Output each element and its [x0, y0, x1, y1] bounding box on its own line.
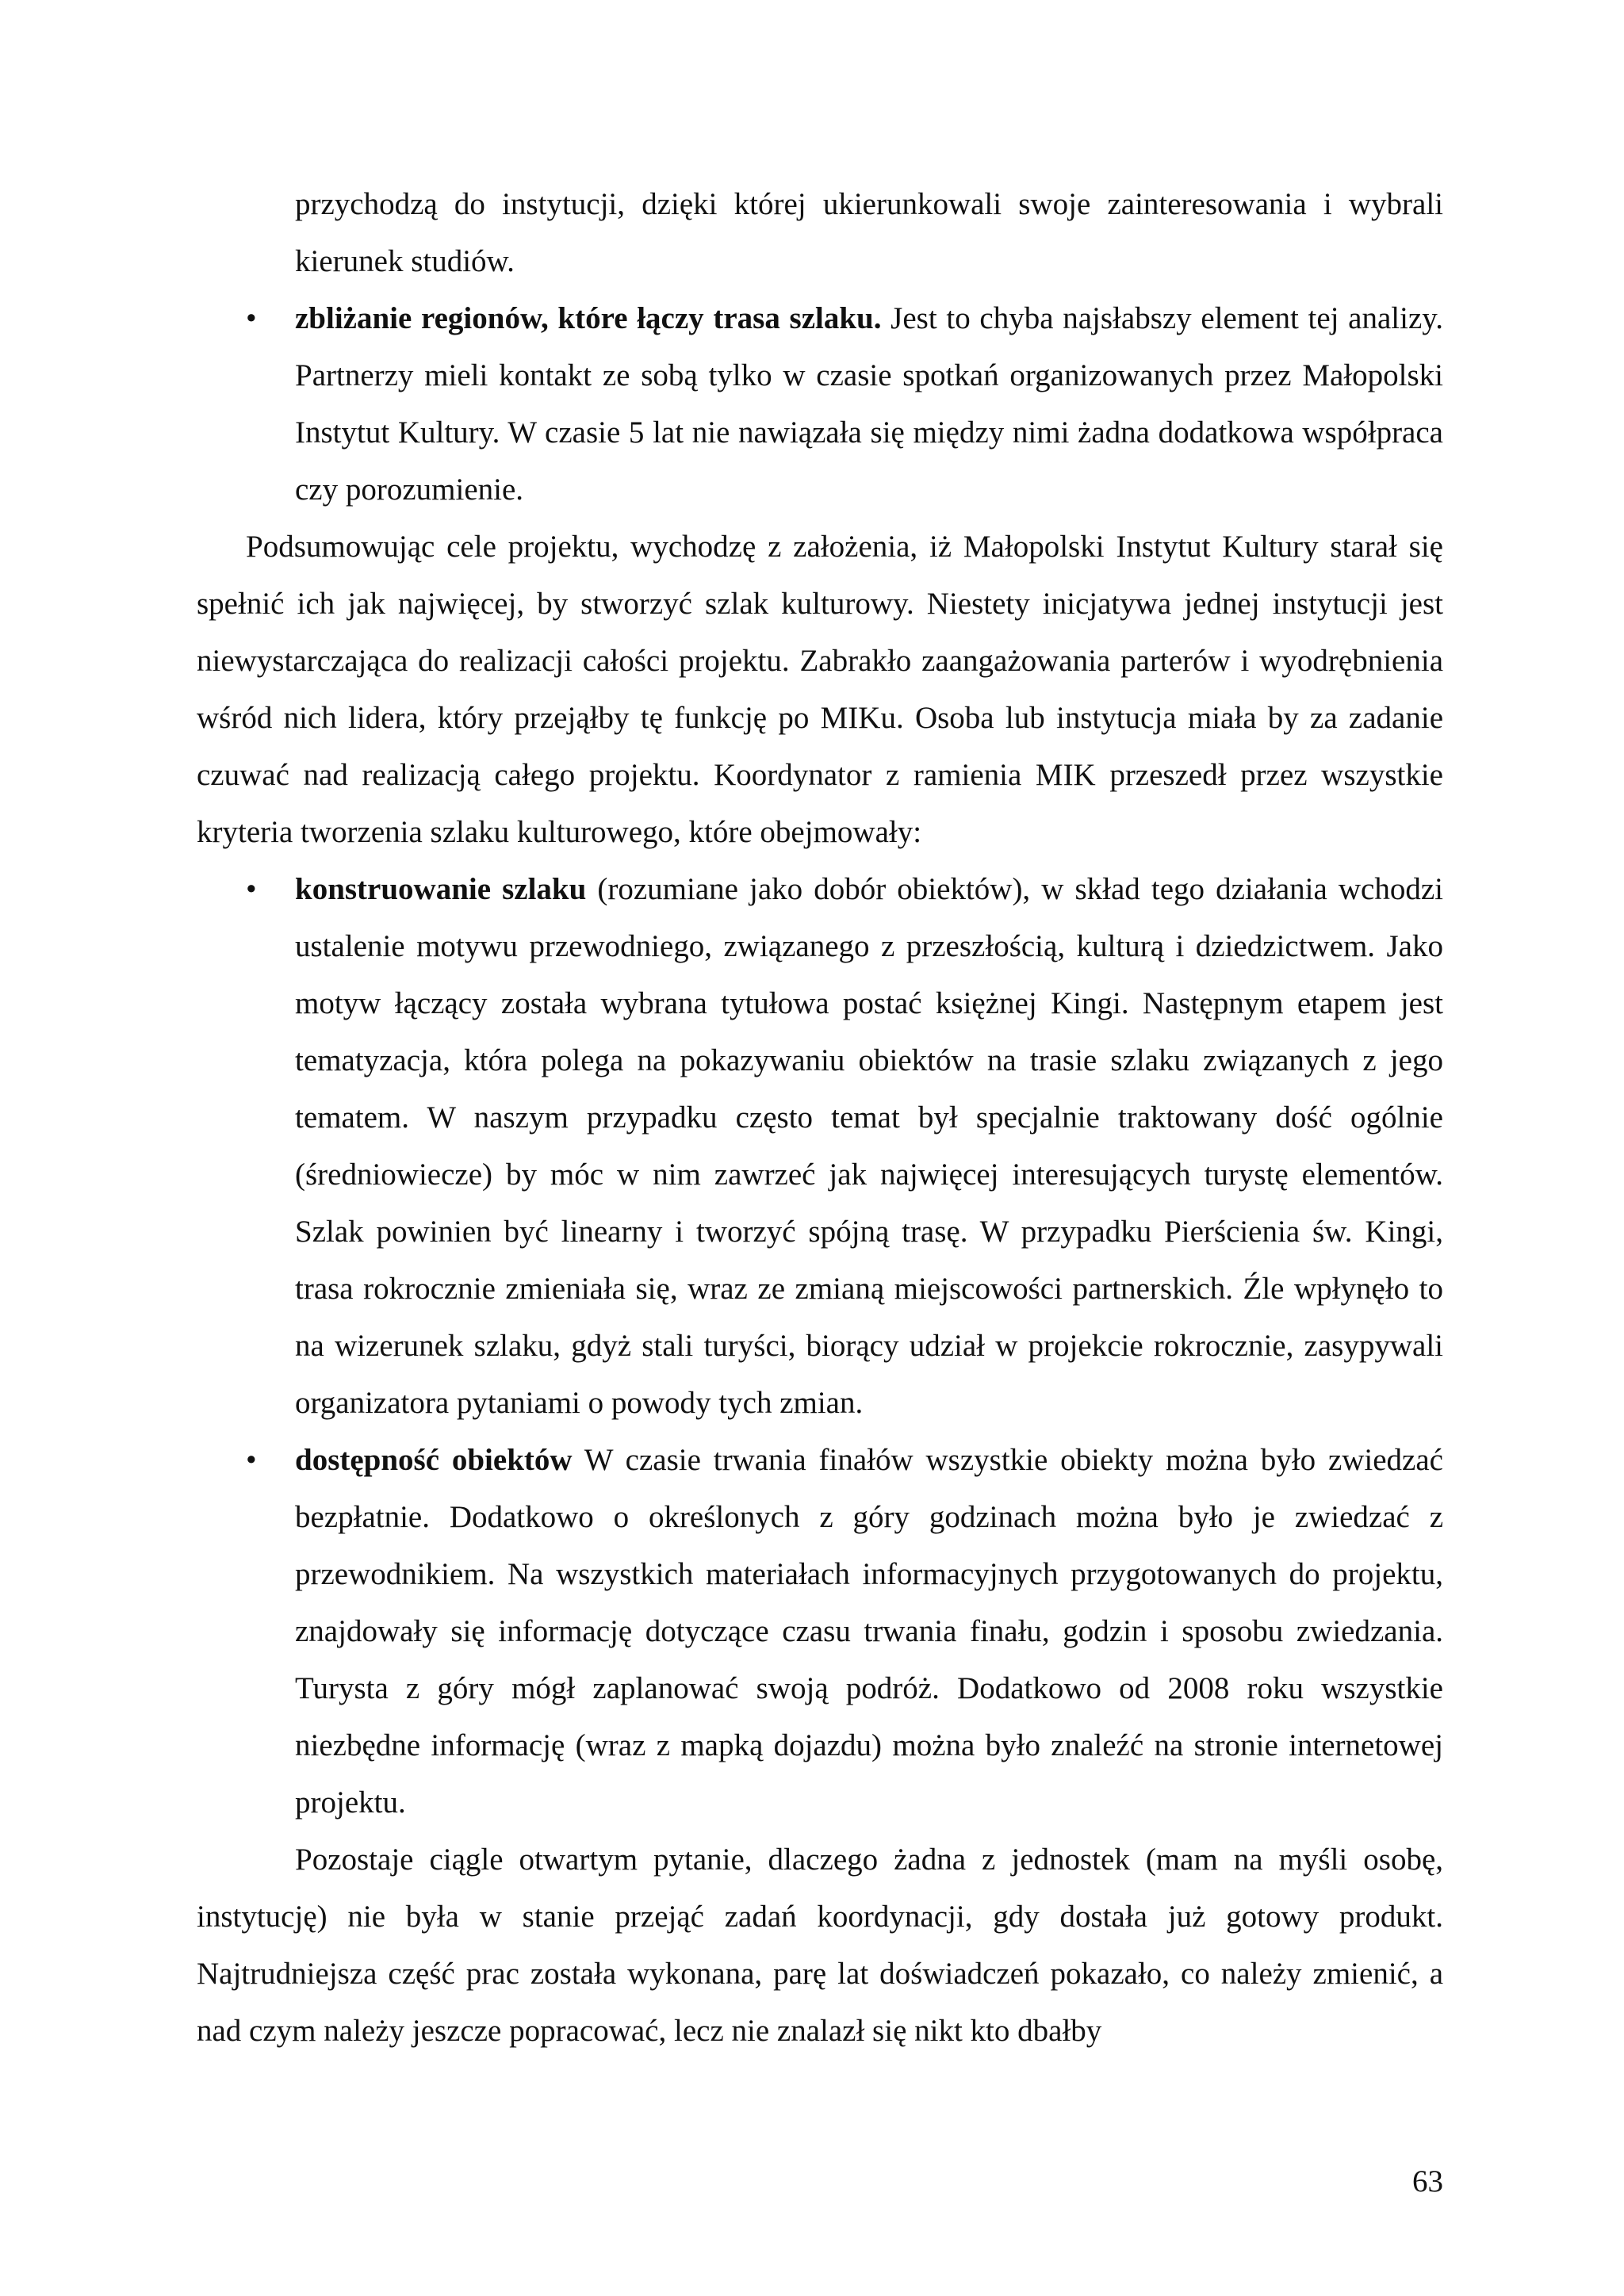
bullet-heading: zbliżanie regionów, które łączy trasa szlaku. [295, 301, 882, 335]
body-text [197, 176, 1443, 2060]
bullet-text: W czasie trwania finałów wszystkie obiekty można było zwiedzać bezpłatnie. Dodatkowo o określonych z góry godzinach można było je zwiedzać z przewodnikiem. Na wszystkich materiałach informacyjnych przygotowanych do projektu, znajdowały się informację dotyczące czasu trwania finału, godzin i sposobu zwiedzania. Turysta z góry mógł zaplanować swoją podróż. Dodatkowo od 2008 roku wszystkie niezbędne informację (wraz z mapką dojazdu) można było znaleźć na stronie internetowej projektu. [295, 1443, 1443, 1820]
bullet-item-regions [246, 290, 1443, 519]
paragraph-text: Podsumowując cele projektu, wychodzę z założenia, iż Małopolski Instytut Kultury starał się spełnić ich jak najwięcej, by stworzyć szlak kulturowy. Niestety inicjatywa jednej instytucji jest niewystarczająca do realizacji całości projektu. Zabrakło zaangażowania parterów i wyodrębnienia wśród nich lidera, który przejąłby tę funkcję po MIKu. Osoba lub instytucja miała by za zadanie czuwać nad realizacją całego projektu. Koordynator z ramienia MIK przeszedł przez wszystkie kryteria tworzenia szlaku kulturowego, które obejmowały: [197, 530, 1443, 849]
bullet-item-construction [246, 861, 1444, 1432]
bullet-text: (rozumiane jako dobór obiektów), w skład tego działania wchodzi ustalenie motywu przewodniego, związanego z przeszłością, kulturą i dziedzictwem. Jako motyw łączący została wybrana tytułowa postać księżnej Kingi. Następnym etapem jest tematyzacja, która polega na pokazywaniu obiektów na trasie szlaku związanych z jego tematem. W naszym przypadku często temat był specjalnie traktowany dość ogólnie (średniowiecze) by móc w nim zawrzeć jak najwięcej interesujących turystę elementów. Szlak powinien być linearny i tworzyć spójną trasę. W przypadku Pierścienia św. Kingi, trasa rokrocznie zmieniała się, wraz ze zmianą miejscowości partnerskich. Źle wpłynęło to na wizerunek szlaku, gdyż stali turyści, biorący udział w projekcie rokrocznie, zasypywali organizatora pytaniami o powody tych zmian. [295, 872, 1444, 1420]
bullet-item-accessibility [246, 1432, 1443, 1831]
bullet-marker: • [246, 301, 257, 335]
page-number: 63 [1412, 2164, 1443, 2198]
paragraph-text: Pozostaje ciągle otwartym pytanie, dlaczego żadna z jednostek (mam na myśli osobę, instytucję) nie była w stanie przejąć zadań koordynacji, gdy dostała już gotowy produkt. Najtrudniejsza część prac została wykonana, parę lat doświadczeń pokazało, co należy zmienić, a nad czym należy jeszcze popracować, lecz nie znalazł się nikt kto dbałby [197, 1843, 1443, 2048]
bullet-heading: dostępność obiektów [295, 1443, 573, 1477]
bullet-heading: konstruowanie szlaku [295, 872, 587, 906]
bullet-continuation [295, 176, 1443, 290]
bullet-marker: • [246, 872, 257, 906]
paragraph-summary [197, 519, 1443, 861]
bullet-marker: • [246, 1443, 257, 1477]
paragraph-open-question [197, 1831, 1443, 2060]
continuation-text: przychodzą do instytucji, dzięki której ukierunkowali swoje zainteresowania i wybrali kierunek studiów. [295, 187, 1443, 278]
bullet-text: Jest to chyba najsłabszy element tej analizy. Partnerzy mieli kontakt ze sobą tylko w czasie spotkań organizowanych przez Małopolski Instytut Kultury. W czasie 5 lat nie nawiązała się między nimi żadna dodatkowa współpraca czy porozumienie. [295, 301, 1443, 507]
